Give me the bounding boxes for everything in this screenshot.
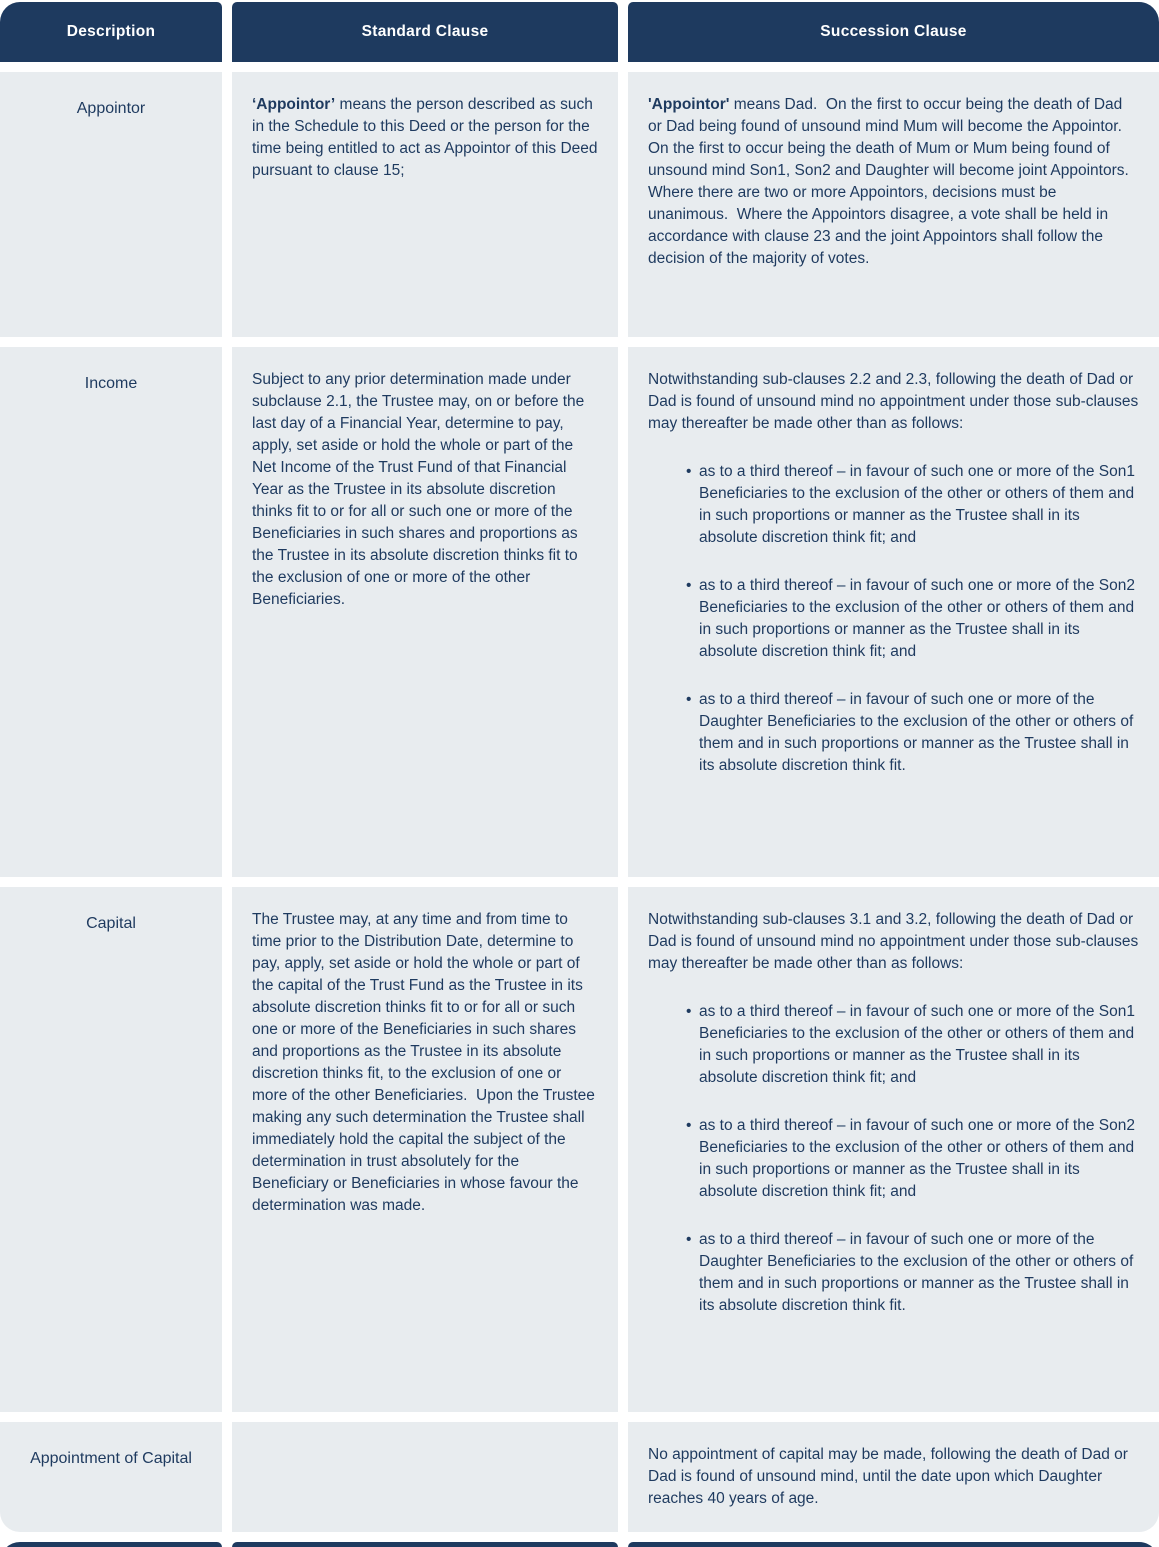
description-cell <box>0 72 222 337</box>
bullet-item <box>686 461 1139 549</box>
succession-clause-cell <box>628 72 1159 337</box>
succession-clause-intro: Notwithstanding sub-clauses 2.2 and 2.3, following the death of Dad or Dad is found of unsound mind no appointment under those sub-clauses may thereafter be made other than as follows: <box>648 371 1143 432</box>
succession-clause-text: No appointment of capital may be made, following the death of Dad or Dad is found of unsound mind, until the date upon which Daughter reaches 40 years of age. <box>648 1446 1133 1507</box>
bullet-item <box>686 689 1139 777</box>
description-cell <box>0 887 222 1412</box>
succession-clause-text <box>648 94 1139 270</box>
description-label: Appointment of Capital <box>30 1450 192 1467</box>
description-label: Income <box>84 375 138 392</box>
table-row-capital <box>0 887 1159 1412</box>
header-cell-succession-clause <box>628 2 1159 62</box>
next-section-header-row-cutoff <box>0 1542 1159 1547</box>
clause-body: means the person described as such in the Schedule to this Deed or the person for the time being entitled to act as Appointor of this Deed pursuant to clause 15; <box>252 96 602 179</box>
bullet-item <box>686 575 1139 663</box>
header-cell-standard-clause <box>232 2 618 62</box>
bullet-text: as to a third thereof – in favour of such one or more of the Daughter Beneficiaries to the exclusion of the other or others of them and in such proportions or manner as the Trustee shall in its absolute discretion think fit. <box>699 691 1138 774</box>
description-label: Capital <box>86 915 136 932</box>
bullet-text: as to a third thereof – in favour of such one or more of the Son2 Beneficiaries to the exclusion of the other or others of them and in such proportions or manner as the Trustee shall in its absolute discretion think fit; and <box>699 577 1140 660</box>
header-label-succession-clause: Succession Clause <box>820 23 967 40</box>
succession-clause-intro: Notwithstanding sub-clauses 3.1 and 3.2, following the death of Dad or Dad is found of unsound mind no appointment under those sub-clauses may thereafter be made other than as follows: <box>648 911 1143 972</box>
next-header-cell <box>628 1542 1159 1547</box>
description-label: Appointor <box>76 100 146 117</box>
defined-term: 'Appointor' <box>648 96 730 113</box>
succession-clause-cell <box>628 1422 1159 1532</box>
standard-clause-text <box>252 94 602 182</box>
description-cell <box>0 347 222 877</box>
bullet-item <box>686 1115 1139 1203</box>
standard-clause-cell <box>232 72 618 337</box>
header-cell-description <box>0 2 222 62</box>
bullet-text: as to a third thereof – in favour of such one or more of the Son1 Beneficiaries to the exclusion of the other or others of them and in such proportions or manner as the Trustee shall in its absolute discretion think fit; and <box>699 463 1140 546</box>
bullet-text: as to a third thereof – in favour of such one or more of the Son2 Beneficiaries to the exclusion of the other or others of them and in such proportions or manner as the Trustee shall in its absolute discretion think fit; and <box>699 1117 1140 1200</box>
clause-body: means Dad. On the first to occur being the death of Dad or Dad being found of unsound mind Mum will become the Appointor. On the first to occur being the death of Mum or Mum being found of unsound mind Son1, Son2 and Daughter will become joint Appointors. Where there are two or more Appointors, decisions must be unanimous. Where the Appointors disagree, a vote shall be held in accordance with clause 23 and the joint Appointors shall follow the decision of the majority of votes. <box>648 96 1138 267</box>
bullet-text: as to a third thereof – in favour of such one or more of the Daughter Beneficiaries to the exclusion of the other or others of them and in such proportions or manner as the Trustee shall in its absolute discretion think fit. <box>699 1231 1138 1314</box>
header-label-description: Description <box>66 23 156 40</box>
bullet-text: as to a third thereof – in favour of such one or more of the Son1 Beneficiaries to the exclusion of the other or others of them and in such proportions or manner as the Trustee shall in its absolute discretion think fit; and <box>699 1003 1140 1086</box>
standard-clause-cell-empty <box>232 1422 618 1532</box>
description-cell <box>0 1422 222 1532</box>
succession-bullet-list <box>648 461 1139 777</box>
next-header-cell <box>232 1542 618 1547</box>
table-row-appointment-of-capital <box>0 1422 1159 1532</box>
next-header-cell <box>0 1542 222 1547</box>
standard-clause-text: The Trustee may, at any time and from time to time prior to the Distribution Date, determine to pay, apply, set aside or hold the whole or part of the capital of the Trust Fund as the Trustee in its absolute discretion thinks fit to or for all or such one or more of the Beneficiaries in such shares and proportions as the Trustee in its absolute discretion thinks fit, to the exclusion of one or more of the other Beneficiaries. Upon the Trustee making any such determination the Trustee shall immediately hold the capital the subject of the determination in trust absolutely for the Beneficiary or Beneficiaries in whose favour the determination was made. <box>252 911 600 1214</box>
header-label-standard-clause: Standard Clause <box>361 23 489 40</box>
standard-clause-cell <box>232 347 618 877</box>
table-header-row <box>0 2 1159 62</box>
table-row-income <box>0 347 1159 877</box>
standard-clause-cell <box>232 887 618 1412</box>
table-row-appointor <box>0 72 1159 337</box>
succession-clause-cell <box>628 347 1159 877</box>
succession-bullet-list <box>648 1001 1139 1317</box>
defined-term: ‘Appointor’ <box>252 96 336 113</box>
succession-clause-cell <box>628 887 1159 1412</box>
standard-clause-text: Subject to any prior determination made under subclause 2.1, the Trustee may, on or before the last day of a Financial Year, determine to pay, apply, set aside or hold the whole or part of the Net Income of the Trust Fund of that Financial Year as the Trustee in its absolute discretion thinks fit to or for all or such one or more of the Beneficiaries in such shares and proportions as the Trustee in its absolute discretion thinks fit to the exclusion of one or more of the other Beneficiaries. <box>252 371 589 608</box>
bullet-item <box>686 1229 1139 1317</box>
bullet-item <box>686 1001 1139 1089</box>
